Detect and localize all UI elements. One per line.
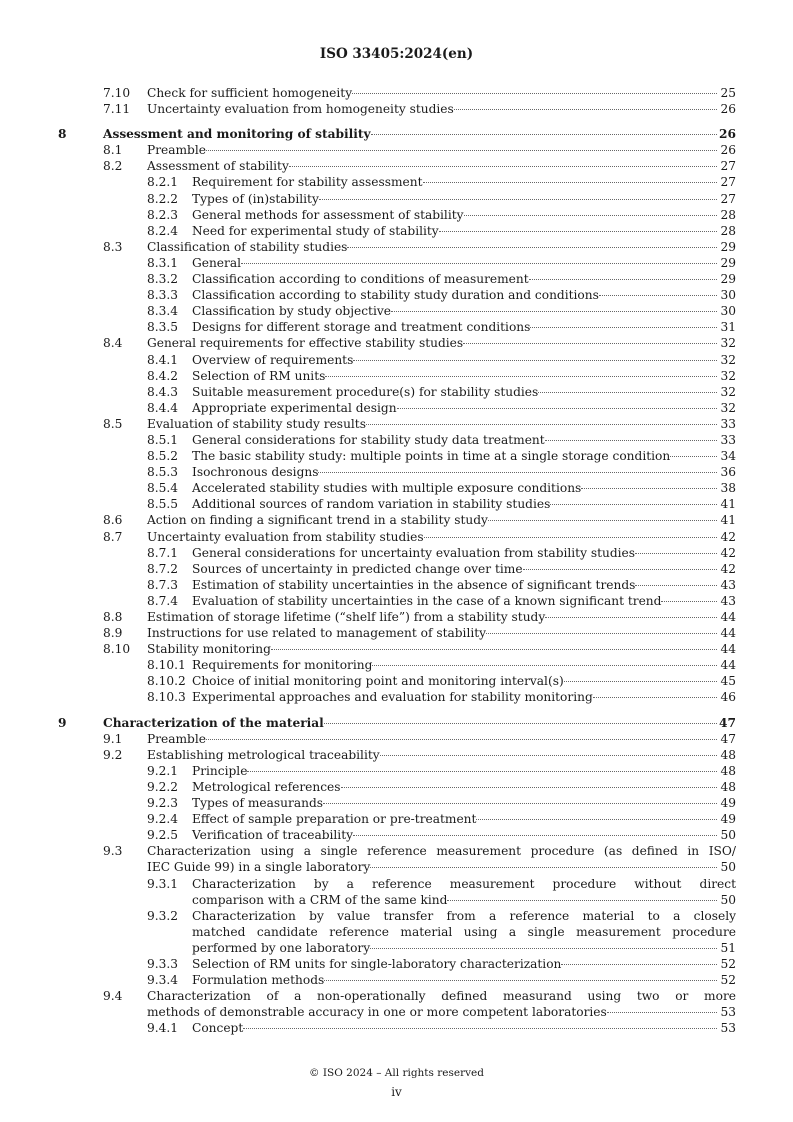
toc-entry-number: 8.7.4 (147, 593, 179, 608)
toc-entry-title: Classification according to stability study duration and conditions (192, 288, 599, 303)
toc-entry-title-line: Characterization by value transfer from a reference material to a closely (192, 908, 736, 923)
toc-entry-title: Classification of stability studies (147, 239, 348, 254)
toc-entry-title: Experimental approaches and evaluation for stability monitoring (192, 690, 593, 705)
toc-entry-title-line: matched candidate reference material using a single measurement procedure (192, 924, 736, 939)
dot-leader (486, 633, 717, 634)
toc-entry-number: 8.10.2 (147, 674, 186, 689)
toc-entry-number: 8.2.1 (147, 175, 179, 190)
toc-entry-page: 33 (720, 416, 736, 431)
dot-leader (607, 1012, 717, 1013)
toc-entry[interactable] (0, 689, 793, 705)
toc-entry-page: 29 (720, 255, 736, 270)
dot-leader (463, 343, 717, 344)
toc-entry-number: 8.3.1 (147, 255, 179, 270)
toc-entry-title: Uncertainty evaluation from stability studies (147, 529, 424, 544)
toc-entry-number: 9.1 (103, 731, 123, 746)
dot-leader (523, 569, 717, 570)
toc-entry-title: Types of (in)stability (192, 191, 319, 206)
dot-leader (424, 537, 717, 538)
toc-entry-number: 8 (58, 127, 67, 142)
toc-entry[interactable] (0, 271, 793, 287)
dot-leader (271, 649, 717, 650)
toc-entry-number: 9.2 (103, 747, 123, 762)
toc-entry-page: 42 (720, 529, 736, 544)
toc-entry-number: 8.10.1 (147, 658, 186, 673)
toc-entry-number: 8.5 (103, 416, 123, 431)
page-number: iv (391, 1085, 402, 1099)
toc-entry-title: performed by one laboratory (192, 940, 371, 955)
toc-entry-title-line: Characterization of a non-operationally defined measurand using two or more (147, 989, 736, 1004)
toc-entry-page: 44 (720, 642, 736, 657)
toc-entry-number: 8.5.4 (147, 481, 179, 496)
toc-entry[interactable] (0, 512, 793, 528)
toc-entry-number: 9.3 (103, 844, 123, 859)
toc-entry[interactable] (0, 174, 793, 190)
toc-entry-page: 50 (720, 892, 736, 907)
toc-entry-title: Evaluation of stability uncertainties in the case of a known significant trend (192, 593, 662, 608)
dot-leader (206, 150, 717, 151)
dot-leader (447, 900, 717, 901)
dot-leader (243, 1028, 717, 1029)
dot-leader (371, 134, 717, 135)
dot-leader (464, 215, 717, 216)
toc-entry-title: Sources of uncertainty in predicted change over time (192, 561, 523, 576)
toc-entry-title: Requirement for stability assessment (192, 175, 423, 190)
dot-leader (353, 360, 717, 361)
toc-entry-number: 8.6 (103, 513, 123, 528)
dot-leader (324, 723, 717, 724)
toc-clause-entry[interactable] (0, 126, 793, 142)
toc-entry-page: 53 (720, 1005, 736, 1020)
dot-leader (247, 771, 717, 772)
dot-leader (581, 488, 717, 489)
toc-entry-number: 9.3.2 (147, 908, 179, 923)
toc-entry-title: Additional sources of random variation in stability studies (192, 497, 551, 512)
toc-entry[interactable] (0, 779, 793, 795)
dot-leader (366, 424, 717, 425)
toc-entry[interactable] (0, 609, 793, 625)
toc-entry[interactable] (0, 795, 793, 811)
toc-entry-page: 27 (720, 159, 736, 174)
toc-entry[interactable] (0, 303, 793, 319)
toc-entry-title: Isochronous designs (192, 465, 319, 480)
toc-entry-title: Concept (192, 1021, 244, 1036)
toc-entry-number: 8.9 (103, 626, 123, 641)
toc-entry-number: 8.4 (103, 336, 123, 351)
toc-entry-page: 32 (720, 336, 736, 351)
dot-leader (319, 199, 717, 200)
toc-entry-page: 32 (720, 384, 736, 399)
toc-entry-page: 34 (720, 449, 736, 464)
toc-entry[interactable] (0, 843, 793, 875)
dot-leader (323, 803, 717, 804)
toc-entry-number: 8.7.2 (147, 561, 179, 576)
toc-entry-title: Estimation of stability uncertainties in the absence of significant trends (192, 577, 636, 592)
dot-leader (370, 948, 717, 949)
toc-entry-page: 27 (720, 191, 736, 206)
toc-entry-number: 9.3.3 (147, 956, 179, 971)
toc-entry-title: Uncertainty evaluation from homogeneity studies (147, 102, 454, 117)
dot-leader (347, 247, 717, 248)
toc-entry-number: 9.4.1 (147, 1021, 179, 1036)
dot-leader (529, 279, 717, 280)
toc-entry-number: 8.3.4 (147, 304, 179, 319)
dot-leader (353, 835, 717, 836)
toc-entry-title: Evaluation of stability study results (147, 416, 366, 431)
toc-entry-number: 8.1 (103, 143, 123, 158)
toc-entry-page: 27 (720, 175, 736, 190)
toc-entry-number: 8.4.3 (147, 384, 179, 399)
toc-entry-title: comparison with a CRM of the same kind (192, 892, 448, 907)
toc-entry[interactable] (0, 319, 793, 335)
dot-leader (439, 231, 717, 232)
toc-entry-number: 9.2.3 (147, 796, 179, 811)
toc-entry[interactable] (0, 1020, 793, 1036)
dot-leader (241, 263, 717, 264)
toc-entry[interactable] (0, 416, 793, 432)
toc-entry-title: Selection of RM units (192, 368, 326, 383)
toc-entry-title: Accelerated stability studies with multiple exposure conditions (192, 481, 582, 496)
toc-entry-number: 8.10 (103, 642, 131, 657)
toc-entry-number: 8.2.4 (147, 223, 179, 238)
toc-entry[interactable] (0, 811, 793, 827)
toc-entry-title: Verification of traceability (192, 828, 353, 843)
toc-entry[interactable] (0, 223, 793, 239)
toc-entry-title: Assessment of stability (147, 159, 289, 174)
toc-entry-title: IEC Guide 99) in a single laboratory (147, 860, 371, 875)
dot-leader (538, 392, 717, 393)
toc-entry-number: 9.3.4 (147, 973, 179, 988)
toc-entry-title: methods of demonstrable accuracy in one or more competent laboratories (147, 1005, 607, 1020)
toc-entry-page: 48 (720, 779, 736, 794)
toc-entry[interactable] (0, 368, 793, 384)
toc-entry-title: Principle (192, 763, 248, 778)
toc-entry[interactable] (0, 673, 793, 689)
toc-entry-title: Preamble (147, 731, 206, 746)
toc-entry-page: 45 (720, 674, 736, 689)
toc-entry-page: 28 (720, 207, 736, 222)
toc-entry[interactable] (0, 158, 793, 174)
toc-entry-page: 53 (720, 1021, 736, 1036)
dot-leader (476, 819, 717, 820)
toc-entry-page: 49 (720, 796, 736, 811)
toc-entry-number: 8.3.3 (147, 288, 179, 303)
toc-entry-title: Establishing metrological traceability (147, 747, 380, 762)
toc-entry[interactable] (0, 593, 793, 609)
dot-leader (206, 739, 717, 740)
toc-entry-number: 8.5.5 (147, 497, 179, 512)
toc-entry-number: 8.8 (103, 610, 123, 624)
toc-entry[interactable] (0, 545, 793, 561)
toc-entry-number: 8.5.3 (147, 465, 179, 480)
dot-leader (550, 504, 717, 505)
toc-entry-number: 8.10.3 (147, 690, 186, 705)
toc-entry-number: 8.5.2 (147, 449, 179, 464)
dot-leader (370, 867, 717, 868)
toc-entry[interactable] (0, 335, 793, 351)
toc-entry-number: 9.2.2 (147, 779, 179, 794)
toc-entry-number: 8.2.2 (147, 191, 179, 206)
toc-entry-page: 48 (720, 763, 736, 778)
toc-entry-number: 8.4.2 (147, 368, 179, 383)
toc-entry[interactable] (0, 956, 793, 972)
dot-leader (352, 93, 717, 94)
toc-entry-title: General considerations for uncertainty evaluation from stability studies (192, 545, 636, 560)
toc-entry[interactable] (0, 85, 793, 101)
toc-entry-number: 9.2.5 (147, 828, 179, 843)
toc-entry-number: 8.3.5 (147, 320, 179, 335)
toc-entry[interactable] (0, 747, 793, 763)
toc-entry[interactable] (0, 625, 793, 641)
toc-entry-page: 30 (720, 304, 736, 319)
toc-entry-title: General considerations for stability study data treatment (192, 432, 545, 447)
toc-entry-page: 48 (720, 747, 736, 762)
toc-entry-title-line: Characterization using a single reference measurement procedure (as defined in ISO/ (147, 844, 736, 859)
toc-entry-title: Estimation of storage lifetime (“shelf life”) from a stability study (147, 610, 546, 624)
toc-entry[interactable] (0, 827, 793, 843)
toc-entry-title: Preamble (147, 143, 206, 158)
toc-entry[interactable] (0, 448, 793, 464)
toc-entry-page: 32 (720, 368, 736, 383)
toc-entry-title: Classification by study objective (192, 304, 391, 319)
toc-entry-title: Assessment and monitoring of stability (103, 127, 371, 142)
toc-entry-title: Effect of sample preparation or pre-treatment (192, 812, 477, 827)
toc-entry-number: 8.3.2 (147, 272, 179, 287)
toc-entry-title: Need for experimental study of stability (192, 223, 439, 238)
dot-leader (593, 697, 717, 698)
dot-leader (341, 787, 718, 788)
toc-entry[interactable] (0, 142, 793, 158)
dot-leader (397, 408, 717, 409)
toc-entry-title: Instructions for use related to management of stability (147, 626, 487, 641)
toc-entry-title: Metrological references (192, 779, 341, 794)
toc-entry[interactable] (0, 239, 793, 255)
dot-leader (325, 376, 717, 377)
toc-entry-page: 36 (720, 465, 736, 480)
toc-entry[interactable] (0, 191, 793, 207)
toc-entry-title: Selection of RM units for single-laboratory characterization (192, 956, 562, 971)
toc-entry-title: Suitable measurement procedure(s) for stability studies (192, 384, 539, 399)
dot-leader (454, 109, 717, 110)
toc-entry[interactable] (0, 384, 793, 400)
toc-entry-number: 8.2 (103, 159, 123, 174)
toc-entry-title: Action on finding a significant trend in a stability study (147, 513, 488, 528)
toc-entry-page: 30 (720, 288, 736, 303)
dot-leader (372, 665, 717, 666)
dot-leader (530, 327, 717, 328)
toc-entry-page: 50 (720, 828, 736, 843)
toc-entry[interactable] (0, 908, 793, 956)
toc-entry-page: 28 (720, 223, 736, 238)
toc-entry[interactable] (0, 529, 793, 545)
dot-leader (561, 964, 717, 965)
toc-entry[interactable] (0, 207, 793, 223)
toc-entry-page: 44 (720, 610, 736, 624)
toc-entry-number: 9.4 (103, 989, 123, 1004)
toc-entry[interactable] (0, 561, 793, 577)
toc-entry[interactable] (0, 577, 793, 593)
document-header: ISO 33405:2024(en) (319, 46, 474, 62)
toc-entry-page: 25 (720, 86, 736, 100)
toc-entry-page: 43 (720, 593, 736, 608)
dot-leader (661, 601, 717, 602)
toc-entry-number: 9.3.1 (147, 876, 179, 891)
toc-entry-page: 52 (720, 973, 736, 988)
dot-leader (670, 456, 717, 457)
toc-entry-number: 8.2.3 (147, 207, 179, 222)
toc-entry-number: 9.2.1 (147, 763, 179, 778)
toc-entry[interactable] (0, 464, 793, 480)
toc-entry-page: 46 (720, 690, 736, 705)
toc-entry-page: 41 (720, 513, 736, 528)
toc-entry[interactable] (0, 400, 793, 416)
toc-entry-page: 31 (720, 320, 736, 335)
dot-leader (423, 182, 718, 183)
dot-leader (635, 585, 717, 586)
toc-entry[interactable] (0, 988, 793, 1020)
dot-leader (324, 980, 717, 981)
toc-entry-page: 42 (720, 545, 736, 560)
table-of-contents (0, 85, 793, 1036)
toc-entry-page: 38 (720, 481, 736, 496)
toc-entry[interactable] (0, 731, 793, 747)
toc-entry-number: 8.5.1 (147, 432, 179, 447)
toc-clause-entry[interactable] (0, 715, 793, 731)
dot-leader (545, 440, 717, 441)
toc-entry-page: 44 (720, 626, 736, 641)
toc-entry-page: 26 (720, 143, 736, 158)
toc-entry[interactable] (0, 876, 793, 908)
dot-leader (564, 681, 717, 682)
toc-entry-page: 33 (720, 432, 736, 447)
toc-entry-title: Check for sufficient homogeneity (147, 86, 353, 100)
toc-entry-title: Appropriate experimental design (192, 400, 397, 415)
toc-entry[interactable] (0, 287, 793, 303)
toc-entry-number: 7.11 (103, 102, 131, 117)
dot-leader (318, 472, 717, 473)
toc-entry-page: 42 (720, 561, 736, 576)
dot-leader (545, 617, 717, 618)
toc-entry-page: 51 (720, 940, 736, 955)
toc-entry[interactable] (0, 641, 793, 657)
toc-entry[interactable] (0, 101, 793, 117)
toc-entry-title: General requirements for effective stability studies (147, 336, 464, 351)
toc-entry-number: 8.3 (103, 239, 123, 254)
toc-entry-number: 8.7.3 (147, 577, 179, 592)
toc-entry-page: 47 (720, 731, 736, 746)
dot-leader (380, 755, 717, 756)
toc-entry-title: General methods for assessment of stability (192, 207, 464, 222)
toc-entry-title: Stability monitoring (147, 642, 271, 657)
toc-entry-number: 8.4.1 (147, 352, 179, 367)
toc-entry-page: 49 (720, 812, 736, 827)
toc-entry-title: Classification according to conditions of measurement (192, 272, 529, 287)
toc-entry-page: 47 (719, 715, 736, 730)
toc-entry-title: Overview of requirements (192, 352, 354, 367)
toc-entry-number: 8.4.4 (147, 400, 179, 415)
toc-entry[interactable] (0, 496, 793, 512)
toc-entry[interactable] (0, 352, 793, 368)
toc-entry-page: 43 (720, 577, 736, 592)
toc-entry-title: Choice of initial monitoring point and monitoring interval(s) (192, 674, 564, 689)
toc-entry-title-line: Characterization by a reference measurement procedure without direct (192, 876, 736, 891)
toc-entry-page: 52 (720, 956, 736, 971)
toc-entry[interactable] (0, 255, 793, 271)
dot-leader (635, 553, 717, 554)
toc-entry[interactable] (0, 432, 793, 448)
dot-leader (391, 311, 717, 312)
toc-entry-title: Characterization of the material (103, 715, 324, 730)
toc-entry-number: 9 (58, 715, 67, 730)
toc-entry-number: 8.7 (103, 529, 123, 544)
copyright-footer: © ISO 2024 – All rights reserved (309, 1067, 484, 1079)
toc-entry-number: 7.10 (103, 86, 131, 100)
toc-entry-page: 50 (720, 860, 736, 875)
dot-leader (488, 520, 717, 521)
toc-entry[interactable] (0, 657, 793, 673)
toc-entry-page: 29 (720, 272, 736, 287)
toc-entry-title: The basic stability study: multiple points in time at a single storage condition (192, 449, 671, 464)
toc-entry-page: 44 (720, 658, 736, 673)
toc-entry-title: Formulation methods (192, 973, 325, 988)
toc-entry-title: Types of measurands (192, 796, 324, 811)
toc-entry-page: 32 (720, 400, 736, 415)
toc-entry-page: 32 (720, 352, 736, 367)
toc-entry-number: 8.7.1 (147, 545, 179, 560)
toc-entry-number: 9.2.4 (147, 812, 179, 827)
toc-entry-page: 41 (720, 497, 736, 512)
dot-leader (289, 166, 717, 167)
toc-entry[interactable] (0, 972, 793, 988)
toc-entry-page: 26 (719, 127, 736, 142)
toc-entry-title: Requirements for monitoring (192, 658, 373, 673)
toc-entry-page: 26 (720, 102, 736, 117)
toc-entry-title: Designs for different storage and treatment conditions (192, 320, 531, 335)
toc-entry-title: General (192, 255, 241, 270)
toc-entry[interactable] (0, 763, 793, 779)
dot-leader (599, 295, 717, 296)
toc-entry[interactable] (0, 480, 793, 496)
toc-entry-page: 29 (720, 239, 736, 254)
